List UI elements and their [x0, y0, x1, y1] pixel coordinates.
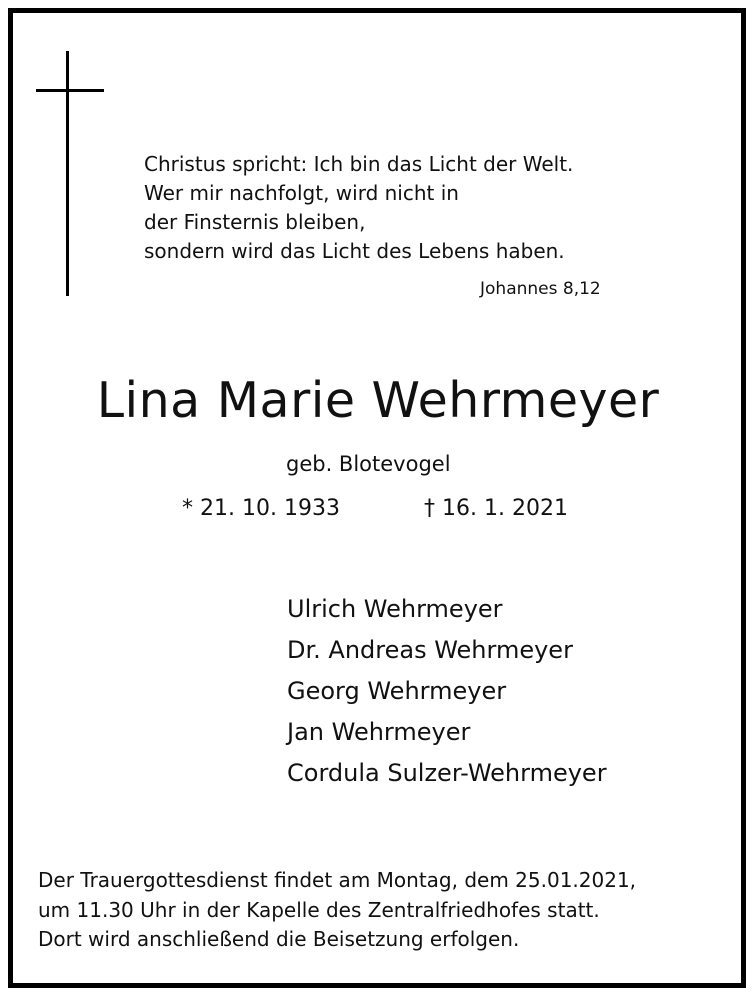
verse-line: der Finsternis bleiben,: [144, 210, 366, 234]
deceased-name: Lina Marie Wehrmeyer: [96, 372, 660, 429]
bible-verse: [144, 150, 573, 266]
cross-icon-bar: [36, 89, 104, 92]
verse-line: Wer mir nachfolgt, wird nicht in: [144, 181, 459, 205]
service-line: um 11.30 Uhr in der Kapelle des Zentralfriedhofes statt.: [38, 897, 600, 922]
family-member: Ulrich Wehrmeyer: [287, 595, 503, 623]
birth-date: * 21. 10. 1933: [182, 496, 340, 521]
verse-line: Christus spricht: Ich bin das Licht der Welt.: [144, 152, 574, 176]
cross-icon: [66, 51, 69, 296]
verse-reference: Johannes 8,12: [480, 279, 601, 299]
service-line: Der Trauergottesdienst findet am Montag, dem 25.01.2021,: [38, 868, 637, 892]
maiden-name: geb. Blotevogel: [286, 452, 451, 476]
family-member: Jan Wehrmeyer: [287, 718, 471, 746]
family-member: Cordula Sulzer-Wehrmeyer: [287, 759, 607, 787]
verse-line: sondern wird das Licht des Lebens haben.: [144, 239, 565, 263]
death-date: † 16. 1. 2021: [424, 496, 568, 521]
service-line: Dort wird anschließend die Beisetzung erfolgen.: [38, 927, 520, 951]
service-notice: [38, 866, 636, 955]
family-member: Dr. Andreas Wehrmeyer: [287, 636, 573, 664]
family-member: Georg Wehrmeyer: [287, 677, 507, 705]
family-list: [287, 589, 607, 794]
